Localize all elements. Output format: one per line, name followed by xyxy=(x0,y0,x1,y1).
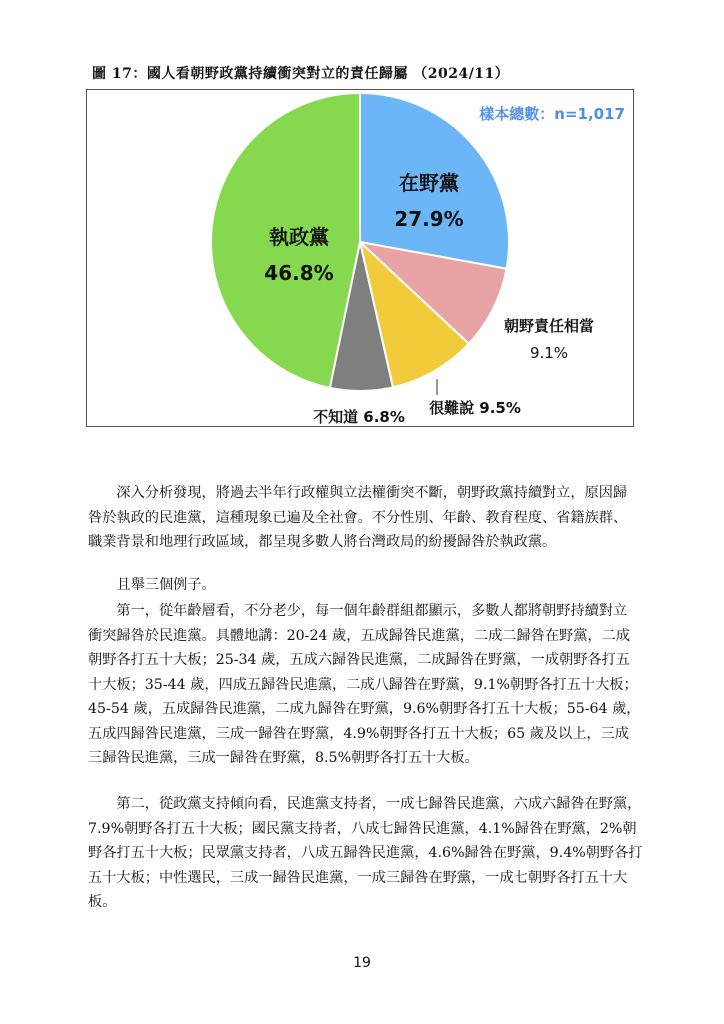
slice-value-label: 46.8% xyxy=(264,261,334,285)
text-line: 45-54 歲，五成歸咎民進黨，二成九歸咎在野黨，9.6%朝野各打五十大板；55-64 歲， xyxy=(88,701,641,717)
text-line: 板。 xyxy=(88,894,117,910)
text-line: 7.9%朝野各打五十大板；國民黨支持者，八成七歸咎民進黨，4.1%歸咎在野黨，2%朝 xyxy=(88,820,637,837)
text-line: 五成四歸咎民進黨，三成一歸咎在野黨，4.9%朝野各打五十大板；65 歲及以上，三成 xyxy=(88,725,629,742)
paragraph-4 xyxy=(88,792,644,915)
slice-label: 在野黨 xyxy=(399,171,459,195)
slice-label: 朝野責任相當 xyxy=(503,317,595,335)
slice-label: 不知道 6.8% xyxy=(313,408,405,426)
text-line: 朝野各打五十大板；25-34 歲，五成六歸咎民進黨，二成歸咎在野黨，一成朝野各打五 xyxy=(88,652,630,668)
text-line: 五十大板；中性選民，三成一歸咎民進黨，一成三歸咎在野黨，一成七朝野各打五十大 xyxy=(88,869,628,886)
slice-label: 很難說 9.5% xyxy=(429,399,521,417)
slice-value-label: 27.9% xyxy=(394,207,464,231)
text-line: 第二，從政黨支持傾向看，民進黨支持者，一成七歸咎民進黨，六成六歸咎在野黨， xyxy=(88,796,642,812)
slice-value-label: 9.1% xyxy=(529,344,569,362)
text-line: 職業背景和地理行政區域，都呈現多數人將台灣政局的紛擾歸咎於執政黨。 xyxy=(88,534,557,550)
paragraph-2 xyxy=(88,573,644,598)
page-number: 19 xyxy=(353,955,371,971)
slice-label: 執政黨 xyxy=(269,225,329,249)
text-line: 三歸咎民進黨，三成一歸咎在野黨，8.5%朝野各打五十大板。 xyxy=(88,750,479,766)
pie-chart-frame xyxy=(86,89,634,427)
text-line: 咎於執政的民進黨，這種現象已遍及全社會。不分性別、年齡、教育程度、省籍族群、 xyxy=(88,509,628,526)
sample-size-label: 樣本總數：n=1,017 xyxy=(479,105,625,123)
paragraph-1 xyxy=(88,481,644,555)
text-line: 十大板；35-44 歲，四成五歸咎民進黨，二成八歸咎在野黨，9.1%朝野各打五十大板； xyxy=(88,676,638,693)
text-line: 第一，從年齡層看，不分老少，每一個年齡群組都顯示，多數人都將朝野持續對立 xyxy=(88,603,628,619)
text-line: 深入分析發現，將過去半年行政權與立法權衝突不斷，朝野政黨持續對立，原因歸 xyxy=(88,485,628,501)
text-line: 野各打五十大板；民眾黨支持者，八成五歸咎民進黨，4.6%歸咎在野黨，9.4%朝野各打 xyxy=(88,845,643,861)
text-line: 且舉三個例子。 xyxy=(88,577,216,593)
figure-caption: 圖 17：國人看朝野政黨持續衝突對立的責任歸屬 （2024/11） xyxy=(92,66,510,82)
text-line: 衝突歸咎於民進黨。具體地講：20-24 歲，五成歸咎民進黨，二成二歸咎在野黨，二成 xyxy=(88,627,630,644)
paragraph-3 xyxy=(88,599,644,771)
pie-chart xyxy=(87,90,633,426)
